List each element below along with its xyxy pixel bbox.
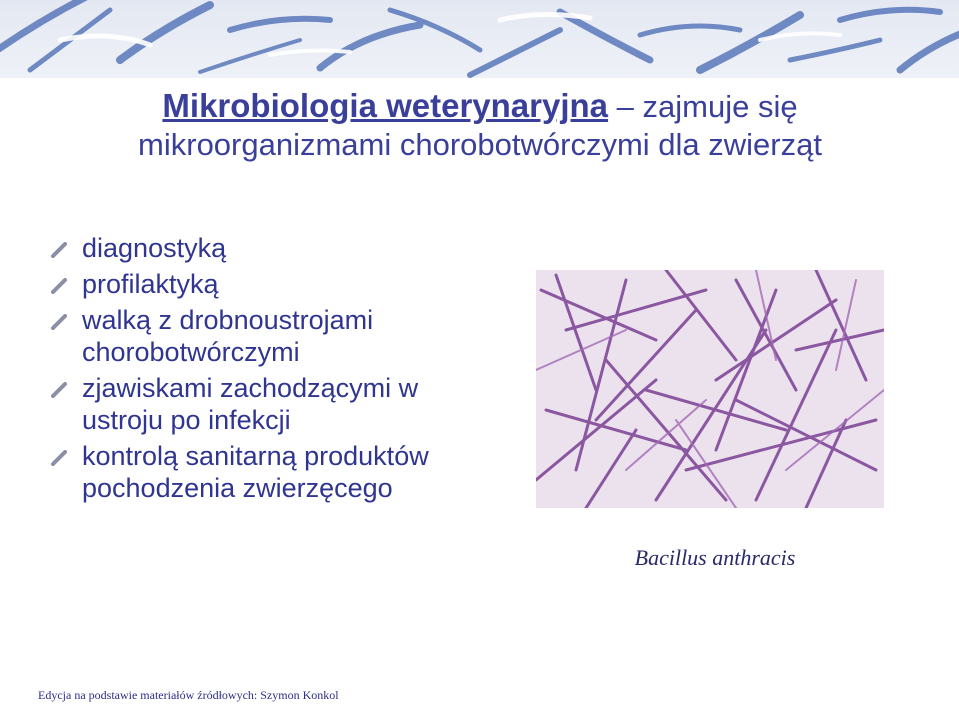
slash-stroke-bullet-icon: [50, 242, 68, 258]
bullet-text: diagnostyką: [82, 233, 227, 263]
slash-stroke-bullet-icon: [50, 450, 68, 466]
title-main: Mikrobiologia weterynaryjna: [162, 87, 609, 124]
bullet-list: [48, 232, 488, 508]
bullet-item: [48, 232, 488, 264]
bacillus-rods-illustration: [536, 270, 884, 508]
slash-stroke-bullet-icon: [50, 314, 68, 330]
footer-credit: Edycja na podstawie materiałów źródłowych: Szymon Konkol: [38, 688, 339, 702]
bullet-item: [48, 268, 488, 300]
decorative-header-banner: [0, 0, 959, 78]
title-continuation: – zajmuje się mikroorganizmami chorobotwórczymi dla zwierząt: [138, 89, 822, 162]
bullet-text: walką z drobnoustrojami chorobotwórczymi: [82, 305, 374, 367]
banner-brushstrokes: [0, 0, 959, 78]
bullet-text: kontrolą sanitarną produktów pochodzenia zwierzęcego: [82, 441, 429, 503]
slash-stroke-bullet-icon: [50, 382, 68, 398]
bullet-text: zjawiskami zachodzącymi w ustroju po infekcji: [82, 373, 419, 435]
bullet-item: [48, 440, 488, 504]
image-caption: Bacillus anthracis: [634, 545, 796, 570]
bullet-item: [48, 304, 488, 368]
slide-title: [80, 86, 880, 163]
slash-stroke-bullet-icon: [50, 278, 68, 294]
bacteria-micrograph: [536, 270, 884, 508]
bullet-item: [48, 372, 488, 436]
bullet-text: profilaktyką: [82, 269, 219, 299]
